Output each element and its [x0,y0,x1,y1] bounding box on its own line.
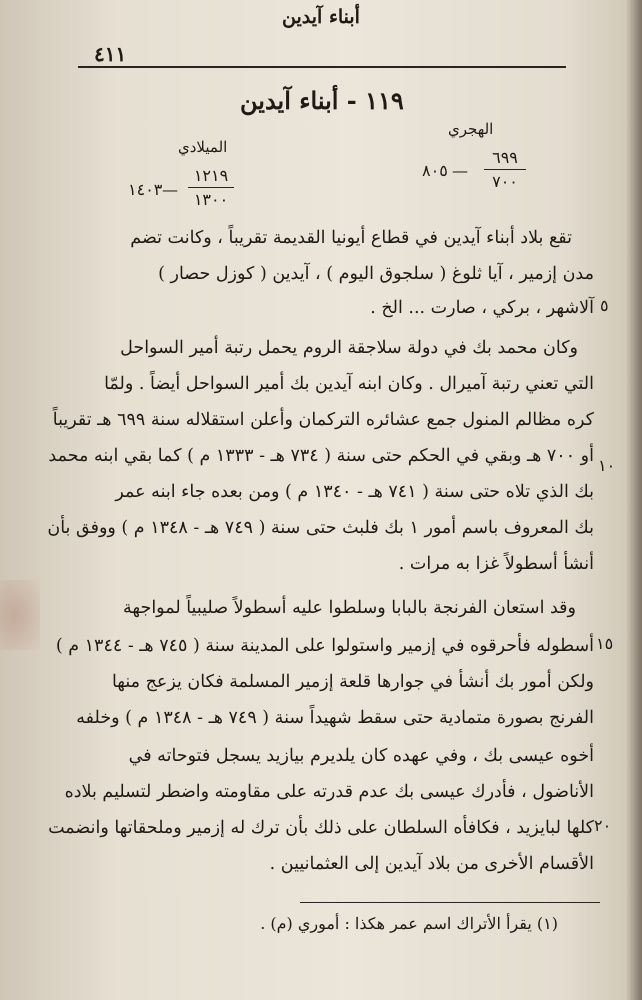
margin-line-number: ١٥ [596,634,614,653]
running-head: أبناء آيدين [282,6,360,28]
body-line: كلها لبايزيد ، فكافأه السلطان على ذلك بأن ترك له إزمير وملحقاتها وانضمت [48,818,594,838]
body-line: وكان محمد بك في دولة سلاجقة الروم يحمل رتبة أمير السواحل [120,338,578,358]
miladi-start-bottom: ١٣٠٠ [193,190,229,209]
page-number: ٤١١ [94,42,127,66]
body-line: مدن إزمير ، آيا ثلوغ ( سلجوق اليوم ) ، آيدين ( كوزل حصار ) [158,264,594,284]
hijri-start-bottom: ٧٠٠ [492,172,518,191]
footnote: (١) يقرأ الأتراك اسم عمر هكذا : أموري (م) . [260,914,558,933]
miladi-start-top: ١٢١٩ [193,166,229,185]
margin-line-number: ١٠ [598,456,616,475]
hijri-start-top: ٦٩٩ [492,148,518,167]
section-title: ١١٩ - أبناء آيدين [240,86,404,115]
miladi-dash: — [162,180,178,199]
body-line: تقع بلاد أبناء آيدين في قطاع أيونيا القديمة تقريباً ، وكانت تضم [130,228,572,248]
header-rule [78,66,566,68]
body-line: بك الذي تلاه حتى سنة ( ٧٤١ هـ - ١٣٤٠ م ) ومن بعده جاء ابنه عمر [115,482,594,502]
hijri-fraction [484,148,526,191]
miladi-label: الميلادي [178,138,228,156]
body-line: الفرنج بصورة متمادية حتى سقط شهيداً سنة ( ٧٤٩ هـ - ١٣٤٨ م ) وخلفه [76,708,594,728]
body-line: أو ٧٠٠ هـ وبقي في الحكم حتى سنة ( ٧٣٤ هـ - ١٣٣٣ م ) كما بقي ابنه محمد [48,446,594,466]
miladi-fraction [188,166,234,209]
miladi-end: ١٤٠٣ [128,180,163,199]
margin-line-number: ٢٠ [594,816,612,835]
footnote-rule [300,902,600,903]
body-line: الأناضول ، فأدرك عيسى بك عدم قدرته على مقاومته واضطر لتسليم بلاده [64,782,594,802]
hijri-end: ٨٠٥ [422,161,448,180]
margin-line-number: ٥ [600,296,609,315]
body-line: التي تعني رتبة آميرال . وكان ابنه آيدين بك أمير السواحل أيضاً . ولمّا [104,374,594,394]
fraction-bar [188,187,234,188]
body-line: أخوه عيسى بك ، وفي عهده كان يلديرم بيازيد يسجل فتوحاته في [128,746,594,766]
body-line: الأقسام الأخرى من بلاد آيدين إلى العثمانيين . [269,854,594,874]
body-line: بك المعروف باسم أمور ١ بك فلبث حتى سنة ( ٧٤٩ هـ - ١٣٤٨ م ) ووفق بأن [47,518,594,538]
hijri-dash: — [452,161,468,180]
body-line: ولكن أمور بك أنشأ في جوارها قلعة إزمير المسلمة فكان يزعج منها [111,672,594,692]
fraction-bar [484,169,526,170]
body-line: وقد استعان الفرنجة بالبابا وسلطوا عليه أسطولاً صليبياً لمواجهة [123,598,576,618]
body-line: أنشأ أسطولاً غزا به مرات . [398,554,594,574]
body-line: آلاشهر ، بركي ، صارت ... الخ . [370,298,594,318]
hijri-label: الهجري [448,120,494,138]
page-edge-shadow [626,0,642,1000]
page-stain [0,580,40,650]
body-line: أسطوله فأحرقوه في إزمير واستولوا على المدينة سنة ( ٧٤٥ هـ - ١٣٤٤ م ) [55,636,594,656]
body-line: كره مظالم المنول جمع عشائره التركمان وأعلن استقلاله سنة ٦٩٩ هـ تقريباً [52,410,594,430]
